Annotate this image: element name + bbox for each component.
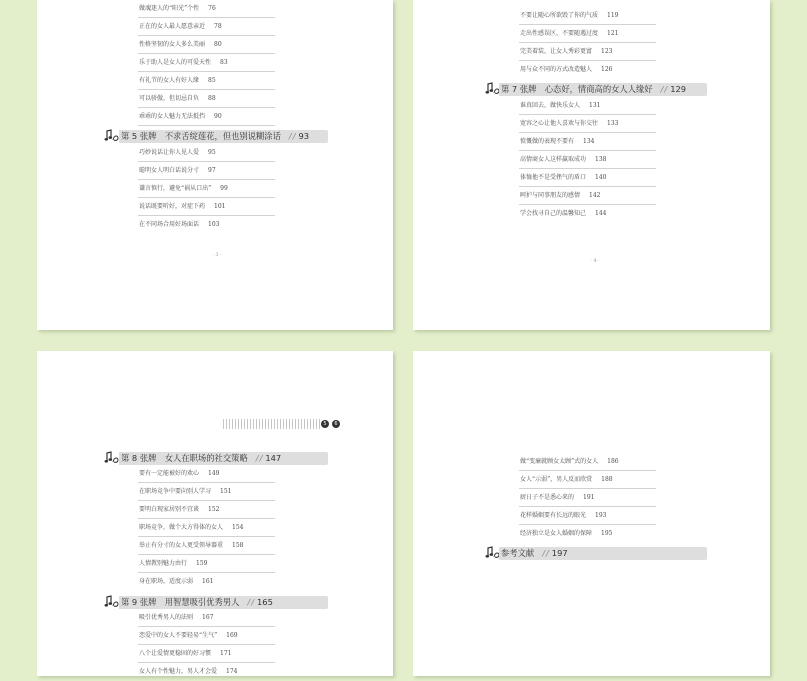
page-badge: 5 bbox=[321, 420, 329, 428]
toc-entry[interactable]: 巧妙说话让你人见人爱 95 bbox=[138, 144, 275, 162]
toc-entry[interactable]: 要明白现家居别不宜谈 152 bbox=[138, 501, 275, 519]
toc-entry[interactable]: 可以骄傲，但切忌自负 88 bbox=[138, 90, 275, 108]
music-note-icon bbox=[104, 451, 120, 464]
toc-entry[interactable]: 走出性感误区，不要随遇过度 121 bbox=[519, 25, 656, 43]
toc-entry[interactable]: 花样婚姻要有长远的眼光 193 bbox=[519, 507, 656, 525]
toc-entry[interactable]: 谁真回去，做快乐女人 131 bbox=[519, 97, 656, 115]
toc-entry[interactable]: 恋爱中的女人不要轻易“生气” 169 bbox=[138, 627, 275, 645]
toc-entry[interactable]: 高情商女人这样赢取成功 138 bbox=[519, 151, 656, 169]
toc-entry[interactable]: 在职场竞争中要向别人学习 151 bbox=[138, 483, 275, 501]
references-heading[interactable]: 参考文献 // 197 bbox=[499, 547, 707, 560]
page-number: · 4 · bbox=[590, 258, 600, 264]
chapter-9-heading[interactable]: 第 9 张牌 用智慧吸引优秀男人 // 165 bbox=[119, 596, 328, 609]
toc-entry[interactable]: 正在的女人最人愿意亲近 78 bbox=[138, 18, 275, 36]
decorative-stripes bbox=[223, 419, 320, 429]
chapter-8-heading[interactable]: 第 8 张牌 女人在职场的社交策略 // 147 bbox=[119, 452, 328, 465]
toc-entry[interactable]: 聪明女人明白话说分寸 97 bbox=[138, 162, 275, 180]
toc-entry[interactable]: 宽容之心让他人喜欢与你交往 133 bbox=[519, 115, 656, 133]
toc-entry[interactable]: 要有一定能被好的欢心 149 bbox=[138, 465, 275, 483]
toc-entry[interactable]: 职场竞争，做个大方得体的女人 154 bbox=[138, 519, 275, 537]
toc-entry[interactable]: 做“变廉就顾女太顾”式的女人 186 bbox=[519, 453, 656, 471]
music-note-icon bbox=[104, 129, 120, 142]
toc-entry[interactable]: 说话既要听好，对症下药 101 bbox=[138, 198, 275, 216]
toc-entry[interactable]: 不要让随心所欲毁了你的气质 119 bbox=[519, 7, 656, 25]
toc-entry[interactable]: 乖乖的女人魅力无法抵挡 90 bbox=[138, 108, 275, 126]
toc-entry[interactable]: 愤慨做的表现不要有 134 bbox=[519, 133, 656, 151]
toc-entry[interactable]: 经济独立是女人婚姻的保障 195 bbox=[520, 530, 613, 537]
chapter-7-heading[interactable]: 第 7 张牌 心态好，情商高的女人人缘好 // 129 bbox=[499, 83, 707, 96]
toc-entry[interactable]: 在不同场合用好场面话 103 bbox=[139, 221, 220, 228]
page-number: · 3 · bbox=[212, 252, 222, 258]
toc-entry[interactable]: 性格坚韧的女人多么美丽 80 bbox=[138, 36, 275, 54]
toc-entry[interactable]: 谦言慎行，避免“祸从口出” 99 bbox=[138, 180, 275, 198]
toc-entry[interactable]: 体恤他不是受挫气的盾口 140 bbox=[519, 169, 656, 187]
toc-entry[interactable]: 完美着装，让女人秀彩更富 123 bbox=[519, 43, 656, 61]
toc-entry[interactable]: 呵护与同事朋友的感情 142 bbox=[519, 187, 656, 205]
toc-entry[interactable]: 身在职场，适度示弱 161 bbox=[139, 578, 214, 585]
toc-entry[interactable]: 用与众不同的方式改造魅人 126 bbox=[520, 66, 613, 73]
toc-entry[interactable]: 举止有分寸的女人更受领导器重 158 bbox=[138, 537, 275, 555]
chapter-5-heading[interactable]: 第 5 张牌 不求舌绽莲花，但也别说糊涂话 // 93 bbox=[119, 130, 328, 143]
toc-entry[interactable]: 女人“示弱”，男人反而欣赏 188 bbox=[519, 471, 656, 489]
toc-entry[interactable]: 人情教别魅力由行 159 bbox=[138, 555, 275, 573]
toc-entry[interactable]: 八个让爱情更稳固的好习惯 171 bbox=[138, 645, 275, 663]
toc-entry[interactable]: 做魂迷人的“阳光”个性 76 bbox=[138, 0, 275, 18]
toc-entry[interactable]: 厨日子不是悉心来的 191 bbox=[519, 489, 656, 507]
music-note-icon bbox=[104, 595, 120, 608]
toc-entry[interactable]: 乐于助人是女人的可爱天性 83 bbox=[138, 54, 275, 72]
toc-entry[interactable]: 有礼节的女人有好人缘 85 bbox=[138, 72, 275, 90]
toc-entry[interactable]: 吸引优秀男人的法则 167 bbox=[138, 609, 275, 627]
page-badge: 6 bbox=[332, 420, 340, 428]
toc-entry[interactable]: 学会找寻自己的温馨知己 144 bbox=[520, 210, 607, 217]
toc-entry[interactable]: 女人有个性魅力，男人才会爱 174 bbox=[139, 668, 238, 675]
